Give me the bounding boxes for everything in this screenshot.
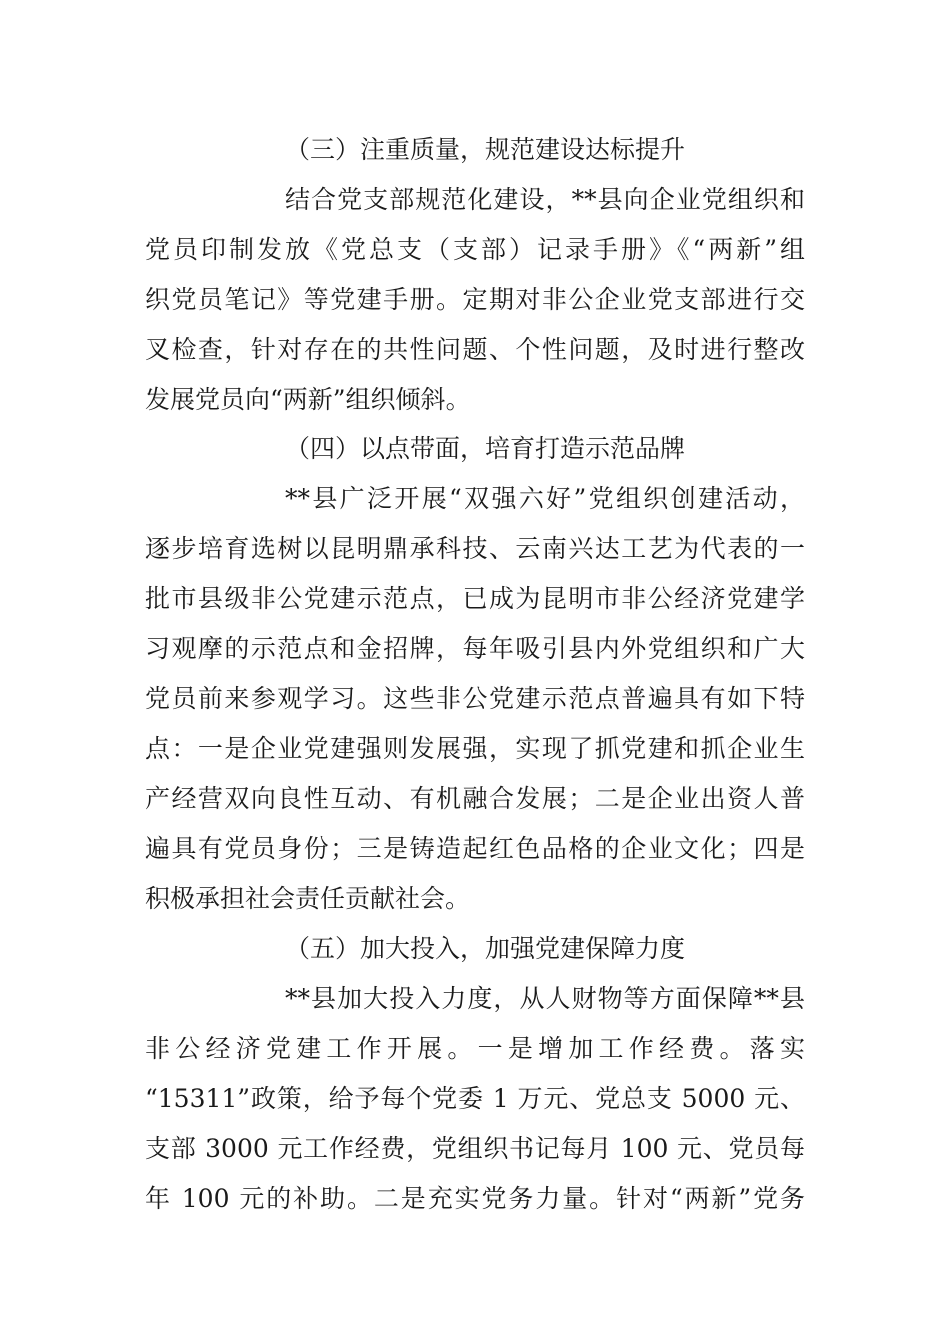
paragraph-line: 点：一是企业党建强则发展强，实现了抓党建和抓企业生 (145, 734, 805, 763)
section-heading: （五）加大投入，加强党建保障力度 (285, 934, 686, 963)
paragraph-line: 习观摩的示范点和金招牌，每年吸引县内外党组织和广大 (145, 634, 805, 663)
paragraph-line: **县广泛开展“双强六好”党组织创建活动， (285, 484, 805, 513)
paragraph-line: 非公经济党建工作开展。一是增加工作经费。落实 (145, 1034, 805, 1063)
paragraph-line: 支部 3000 元工作经费，党组织书记每月 100 元、党员每 (145, 1134, 805, 1163)
paragraph-line: 发展党员向“两新”组织倾斜。 (145, 385, 471, 414)
paragraph-line: 叉检查，针对存在的共性问题、个性问题，及时进行整改 (145, 335, 805, 364)
paragraph-line: 年 100 元的补助。二是充实党务力量。针对“两新”党务 (145, 1184, 805, 1213)
paragraph-line: 产经营双向良性互动、有机融合发展；二是企业出资人普 (145, 784, 805, 813)
section-heading: （四）以点带面，培育打造示范品牌 (285, 434, 686, 463)
paragraph-line: **县加大投入力度，从人财物等方面保障**县 (285, 984, 805, 1013)
paragraph-line: 党员前来参观学习。这些非公党建示范点普遍具有如下特 (145, 684, 805, 713)
section-heading: （三）注重质量，规范建设达标提升 (285, 135, 686, 164)
paragraph-line: “15311”政策，给予每个党委 1 万元、党总支 5000 元、 (145, 1084, 805, 1113)
paragraph-line: 结合党支部规范化建设，**县向企业党组织和 (285, 185, 805, 214)
paragraph-line: 积极承担社会责任贡献社会。 (145, 884, 471, 913)
paragraph-line: 党员印制发放《党总支（支部）记录手册》《“两新”组 (145, 235, 805, 264)
paragraph-line: 织党员笔记》等党建手册。定期对非公企业党支部进行交 (145, 285, 805, 314)
paragraph-line: 逐步培育选树以昆明鼎承科技、云南兴达工艺为代表的一 (145, 534, 805, 563)
paragraph-line: 批市县级非公党建示范点，已成为昆明市非公经济党建学 (145, 584, 805, 613)
paragraph-line: 遍具有党员身份；三是铸造起红色品格的企业文化；四是 (145, 834, 805, 863)
